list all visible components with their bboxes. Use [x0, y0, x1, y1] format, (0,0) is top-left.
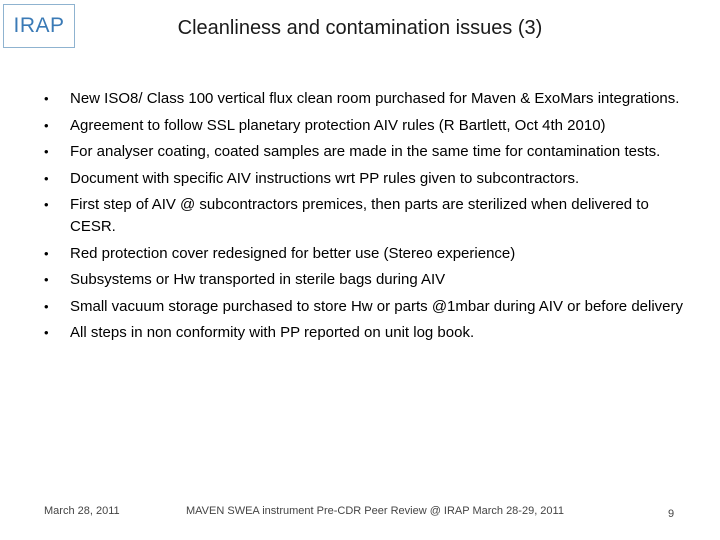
bullet-text: Red protection cover redesigned for better use (Stereo experience) [70, 244, 516, 262]
bullet-text: New ISO8/ Class 100 vertical flux clean room purchased for Maven & ExoMars integrations. [70, 90, 680, 107]
bullet-icon: • [44, 325, 49, 341]
bullet-icon: • [44, 197, 49, 213]
bullet-icon: • [44, 91, 49, 106]
slide-title: Cleanliness and contamination issues (3) [177, 17, 543, 39]
bullet-text: Document with specific AIV instructions wrt PP rules given to subcontractors. [70, 169, 580, 187]
footer-event: MAVEN SWEA instrument Pre-CDR Peer Review @ IRAP March 28-29, 2011 [186, 505, 564, 517]
bullet-icon: • [44, 298, 49, 314]
bullet-text: Subsystems or Hw transported in sterile bags during AIV [70, 271, 446, 289]
bullet-item [44, 296, 684, 318]
bullet-item [44, 322, 684, 344]
bullet-item [44, 88, 684, 110]
bullet-item [44, 194, 684, 237]
bullet-item [44, 168, 684, 190]
bullet-item [44, 269, 684, 291]
bullet-text: Small vacuum storage purchased to store Hw or parts @1mbar during AIV or before delivery [70, 297, 684, 315]
logo-text: IRAP [13, 14, 65, 37]
bullet-text: For analyser coating, coated samples are made in the same time for contamination tests. [70, 143, 661, 161]
bullet-icon: • [44, 272, 49, 288]
bullet-text: First step of AIV @ subcontractors premices, then parts are sterilized when delivered to CESR. [70, 196, 649, 235]
bullet-item [44, 243, 684, 265]
bullet-text: All steps in non conformity with PP reported on unit log book. [70, 324, 475, 342]
bullet-icon: • [44, 144, 49, 160]
irap-logo [3, 4, 75, 48]
footer-date: March 28, 2011 [44, 505, 120, 517]
page-number: 9 [668, 508, 675, 520]
bullet-icon: • [44, 117, 49, 133]
bullet-icon: • [44, 245, 49, 261]
bullet-icon: • [44, 170, 49, 186]
bullet-item [44, 141, 684, 163]
bullet-item [44, 115, 684, 137]
bullet-list [44, 88, 684, 349]
bullet-text: Agreement to follow SSL planetary protection AIV rules (R Bartlett, Oct 4th 2010) [70, 116, 606, 134]
